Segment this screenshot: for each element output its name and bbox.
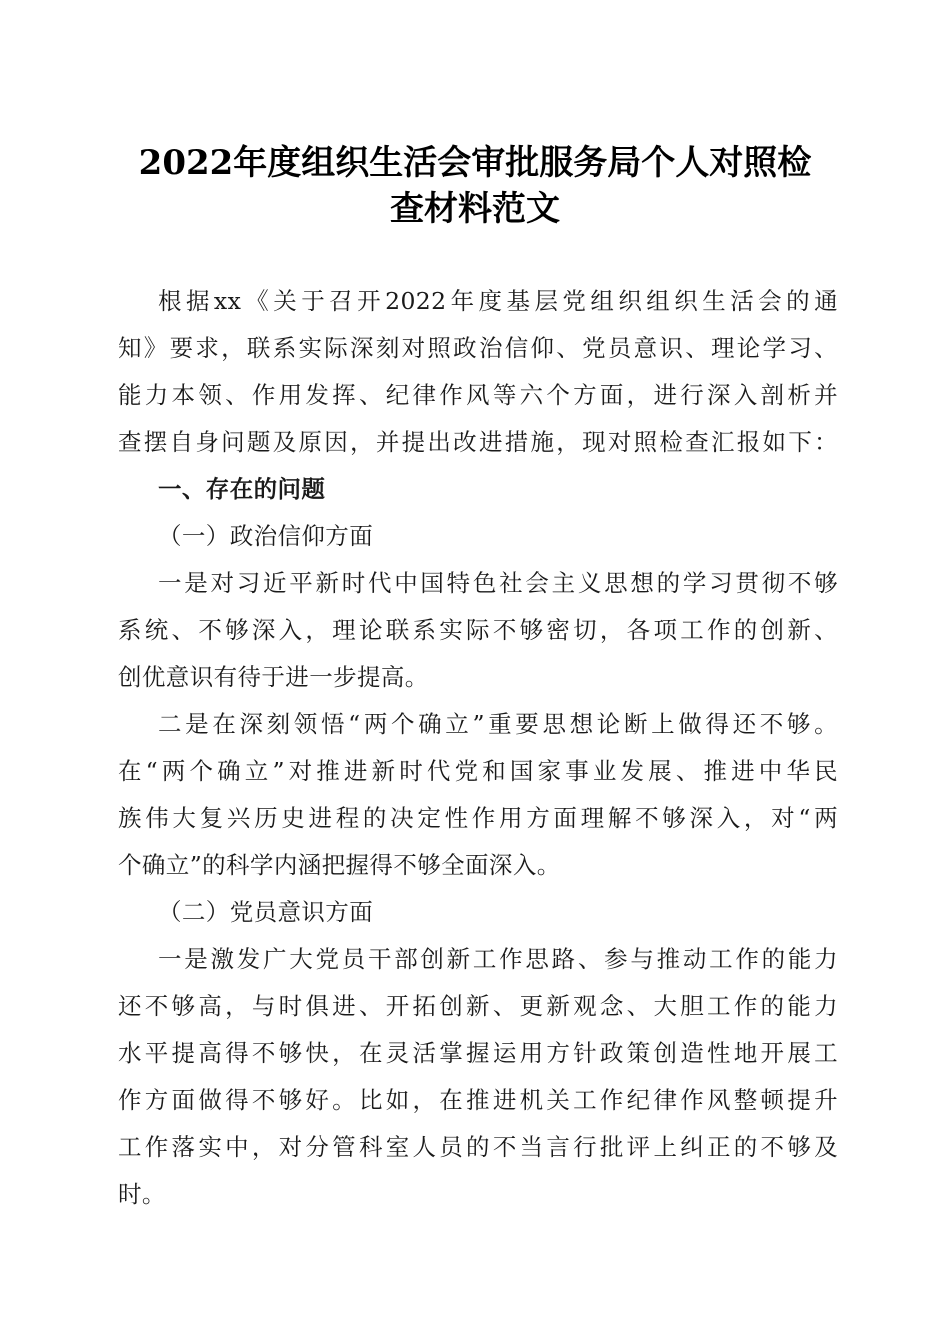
paragraph-line: 能力本领、作用发挥、纪律作风等六个方面，进行深入剖析并 [118,381,838,409]
paragraph-line: 还不够高，与时俱进、开拓创新、更新观念、大胆工作的能力 [118,992,838,1020]
paragraph-line: 工作落实中，对分管科室人员的不当言行批评上纠正的不够及 [118,1133,838,1161]
paragraph-line: 时。 [118,1180,166,1208]
subsection-heading: （二）党员意识方面 [158,898,374,926]
paragraph-line: 作方面做得不够好。比如，在推进机关工作纪律作风整顿提升 [118,1086,838,1114]
paragraph-line: 系统、不够深入，理论联系实际不够密切，各项工作的创新、 [118,616,838,644]
paragraph-line: 创优意识有待于进一步提高。 [118,663,429,691]
document-title-line-1: 2022年度组织生活会审批服务局个人对照检 [138,143,812,183]
paragraph-line: 一是对习近平新时代中国特色社会主义思想的学习贯彻不够 [158,569,838,597]
paragraph-line: 查摆自身问题及原因，并提出改进措施，现对照检查汇报如下： [118,428,838,456]
paragraph-line: 二是在深刻领悟“两个确立”重要思想论断上做得还不够。 [158,710,838,738]
paragraph-line: 根据xx《关于召开2022年度基层党组织组织生活会的通 [158,287,838,315]
document-title-line-2: 查材料范文 [390,189,560,229]
paragraph-line: 个确立”的科学内涵把握得不够全面深入。 [118,851,561,879]
section-heading: 一、存在的问题 [158,475,326,503]
paragraph-line: 知》要求，联系实际深刻对照政治信仰、党员意识、理论学习、 [118,334,838,362]
paragraph-line: 在“两个确立”对推进新时代党和国家事业发展、推进中华民 [118,757,838,785]
paragraph-line: 一是激发广大党员干部创新工作思路、参与推动工作的能力 [158,945,838,973]
subsection-heading: （一）政治信仰方面 [158,522,374,550]
paragraph-line: 族伟大复兴历史进程的决定性作用方面理解不够深入，对“两 [118,804,838,832]
document-body [118,278,838,1218]
paragraph-line: 水平提高得不够快，在灵活掌握运用方针政策创造性地开展工 [118,1039,838,1067]
